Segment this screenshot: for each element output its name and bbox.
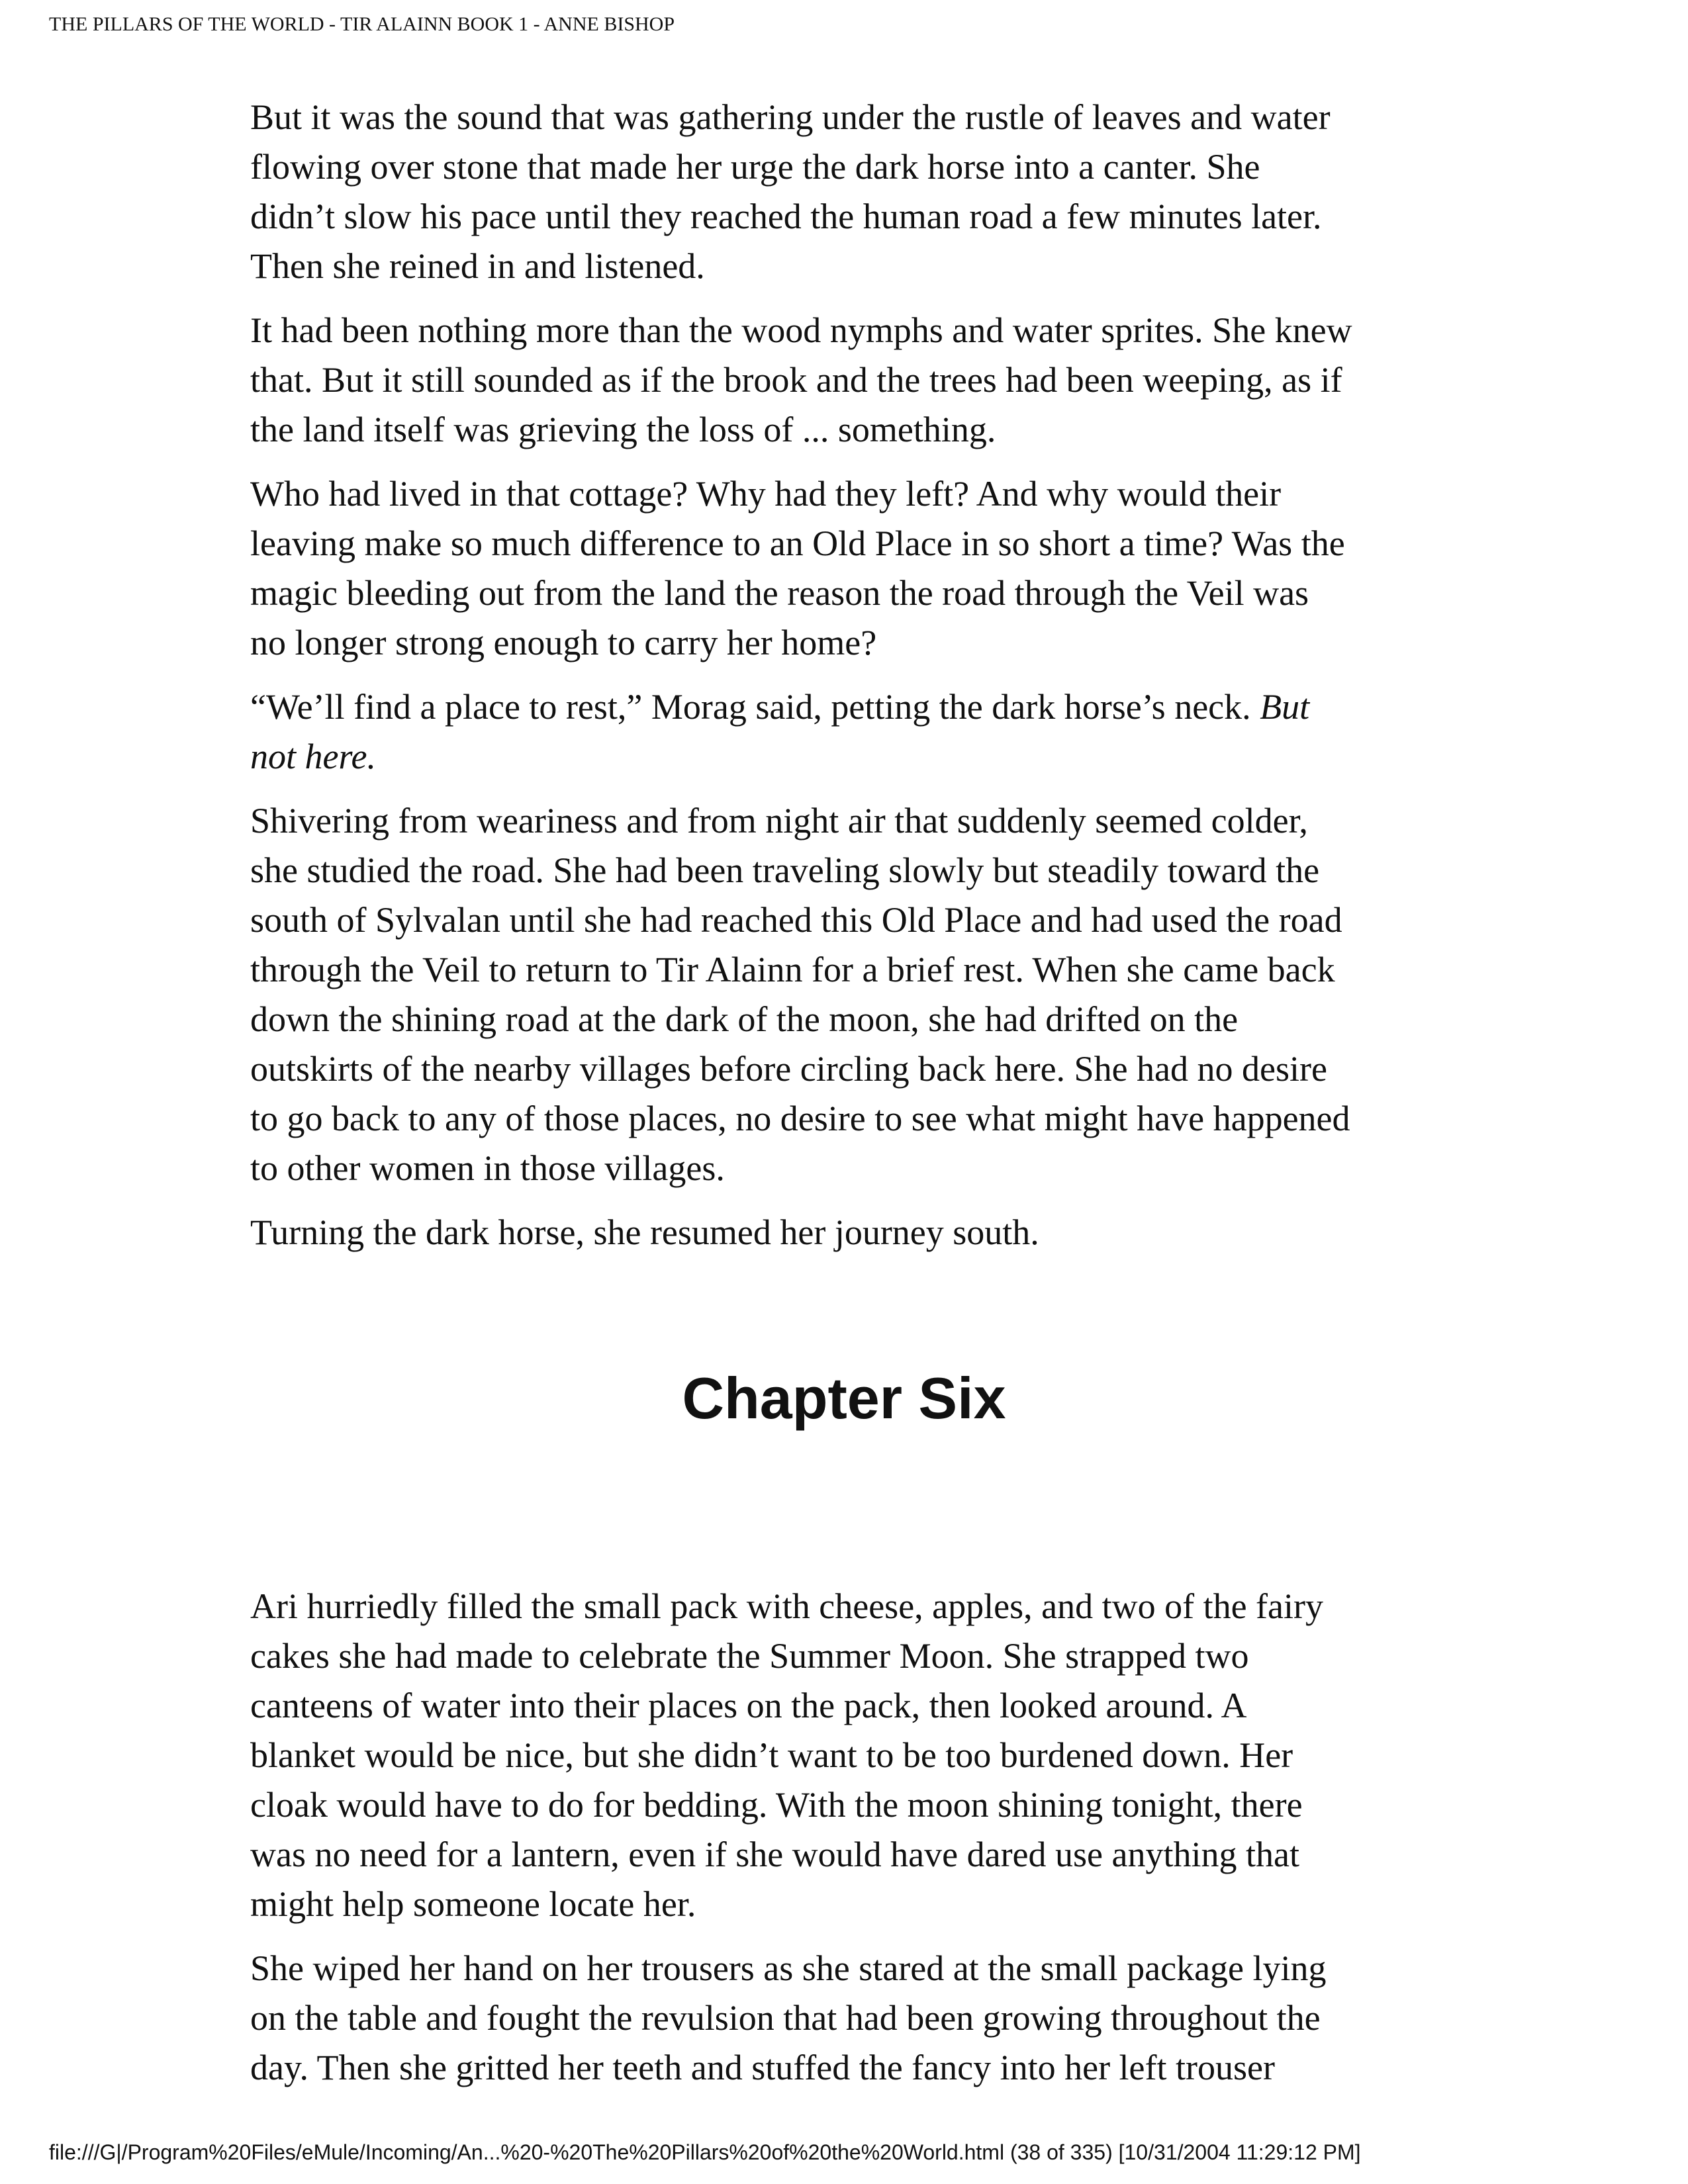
text-line: blanket would be nice, but she didn’t want to be too burdened down. Her xyxy=(250,1735,1293,1775)
text-line: But it was the sound that was gathering under the rustle of leaves and water xyxy=(250,97,1331,137)
text-segment: “We’ll find a place to rest,” Morag said, petting the dark horse’s neck. xyxy=(250,687,1260,727)
text-line: to go back to any of those places, no desire to see what might have happened xyxy=(250,1099,1350,1138)
text-line: through the Veil to return to Tir Alainn for a brief rest. When she came back xyxy=(250,950,1335,989)
text-line: down the shining road at the dark of the moon, she had drifted on the xyxy=(250,999,1239,1039)
text-line: It had been nothing more than the wood nymphs and water sprites. She knew xyxy=(250,310,1352,350)
italic-text: But xyxy=(1260,687,1310,727)
dialogue-paragraph xyxy=(250,682,1442,782)
text-line: Turning the dark horse, she resumed her journey south. xyxy=(250,1212,1039,1252)
text-line: on the table and fought the revulsion that had been growing throughout the xyxy=(250,1998,1321,2038)
italic-text: not here. xyxy=(250,737,376,776)
paragraph xyxy=(250,796,1442,1193)
paragraph xyxy=(250,93,1442,291)
text-line: leaving make so much difference to an Old Place in so short a time? Was the xyxy=(250,523,1345,563)
paragraph xyxy=(250,1944,1442,2093)
text-line: didn’t slow his pace until they reached the human road a few minutes later. xyxy=(250,197,1322,236)
text-line: she studied the road. She had been traveling slowly but steadily toward the xyxy=(250,850,1320,890)
file-path-footer: file:///G|/Program%20Files/eMule/Incoming/An...%20-%20The%20Pillars%20of%20the%20World.html (38 of 335) [10/31/2004 11:29:12 PM] xyxy=(49,2140,1361,2164)
text-line: day. Then she gritted her teeth and stuffed the fancy into her left trouser xyxy=(250,2048,1275,2087)
text-line: that. But it still sounded as if the brook and the trees had been weeping, as if xyxy=(250,360,1342,400)
text-line xyxy=(250,732,1442,782)
paragraph xyxy=(250,1582,1442,1929)
text-line xyxy=(250,682,1442,732)
text-line: cloak would have to do for bedding. With the moon shining tonight, there xyxy=(250,1785,1303,1825)
paragraph xyxy=(250,1208,1442,1257)
text-line: was no need for a lantern, even if she would have dared use anything that xyxy=(250,1835,1299,1874)
text-line: Who had lived in that cottage? Why had they left? And why would their xyxy=(250,474,1282,514)
text-line: Ari hurriedly filled the small pack with cheese, apples, and two of the fairy xyxy=(250,1586,1323,1626)
text-line: She wiped her hand on her trousers as she stared at the small package lying xyxy=(250,1948,1327,1988)
text-line: Then she reined in and listened. xyxy=(250,246,705,286)
text-line: flowing over stone that made her urge the dark horse into a canter. She xyxy=(250,147,1260,187)
text-line: to other women in those villages. xyxy=(250,1148,725,1188)
paragraph xyxy=(250,469,1442,668)
chapter-heading: Chapter Six xyxy=(682,1365,1006,1431)
running-header: THE PILLARS OF THE WORLD - TIR ALAINN BOOK 1 - ANNE BISHOP xyxy=(49,13,675,35)
body-text-before-chapter xyxy=(250,93,1442,1272)
text-line: might help someone locate her. xyxy=(250,1884,696,1924)
text-line: outskirts of the nearby villages before circling back here. She had no desire xyxy=(250,1049,1327,1089)
text-line: cakes she had made to celebrate the Summer Moon. She strapped two xyxy=(250,1636,1249,1676)
text-line: no longer strong enough to carry her home? xyxy=(250,623,877,662)
text-line: the land itself was grieving the loss of ... something. xyxy=(250,410,996,449)
paragraph xyxy=(250,306,1442,455)
text-line: canteens of water into their places on the pack, then looked around. A xyxy=(250,1686,1247,1725)
text-line: Shivering from weariness and from night air that suddenly seemed colder, xyxy=(250,801,1308,841)
chapter-body-text xyxy=(250,1582,1442,2107)
text-line: south of Sylvalan until she had reached this Old Place and had used the road xyxy=(250,900,1342,940)
text-line: magic bleeding out from the land the reason the road through the Veil was xyxy=(250,573,1309,613)
